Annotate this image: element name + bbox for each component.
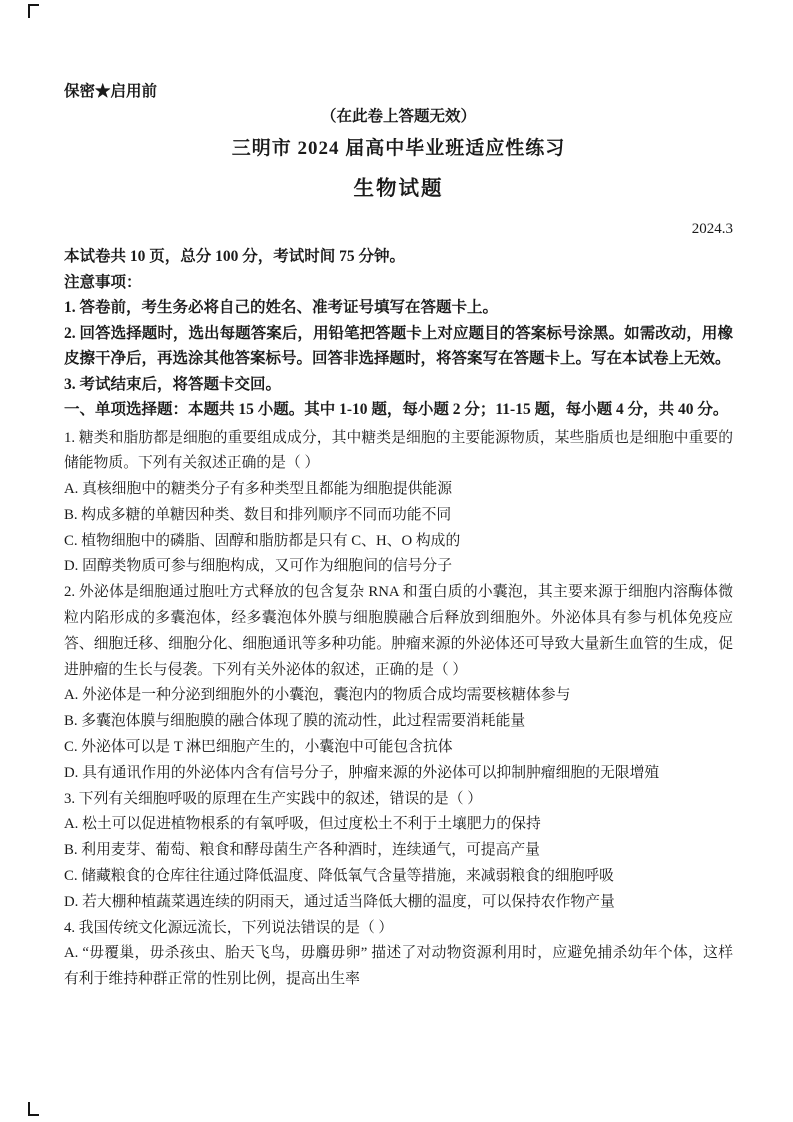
question-option: A. “毋覆巢，毋杀孩虫、胎天飞鸟，毋麛毋卵” 描述了对动物资源利用时，应避免捕杀幼年个体，这样有利于维持种群正常的性别比例，提高出生率 bbox=[64, 945, 733, 988]
question-option: A. 松土可以促进植物根系的有氧呼吸，但过度松土不利于土壤肥力的保持 bbox=[64, 816, 541, 833]
answer-invalid-notice: （在此卷上答题无效） bbox=[320, 108, 476, 125]
question-option: C. 外泌体可以是 T 淋巴细胞产生的，小囊泡中可能包含抗体 bbox=[64, 739, 453, 756]
security-notice: 保密★启用前 bbox=[64, 83, 158, 100]
note-item: 1. 答卷前，考生务必将自己的姓名、准考证号填写在答题卡上。 bbox=[64, 299, 499, 316]
question-option: A. 外泌体是一种分泌到细胞外的小囊泡，囊泡内的物质合成均需要核糖体参与 bbox=[64, 687, 571, 704]
question-stem: 1. 糖类和脂肪都是细胞的重要组成成分，其中糖类是细胞的主要能源物质，某些脂质也是细胞中重要的储能物质。下列有关叙述正确的是（ ） bbox=[64, 429, 733, 472]
question-option: C. 储藏粮食的仓库往往通过降低温度、降低氧气含量等措施，来减弱粮食的细胞呼吸 bbox=[64, 868, 614, 885]
question-option: D. 具有通讯作用的外泌体内含有信号分子，肿瘤来源的外泌体可以抑制肿瘤细胞的无限增殖 bbox=[64, 764, 660, 781]
question-2 bbox=[64, 580, 733, 786]
exam-info: 本试卷共 10 页，总分 100 分，考试时间 75 分钟。 bbox=[64, 248, 406, 265]
note-item: 2. 回答选择题时，选出每题答案后，用铅笔把答题卡上对应题目的答案标号涂黑。如需改动，用橡皮擦干净后，再选涂其他答案标号。回答非选择题时，将答案写在答题卡上。写在本试卷上无效。 bbox=[64, 324, 733, 367]
question-option: B. 多囊泡体膜与细胞膜的融合体现了膜的流动性，此过程需要消耗能量 bbox=[64, 713, 526, 730]
page-corner-mark-bottom-left bbox=[28, 1102, 39, 1116]
page-subtitle: 生物试题 bbox=[353, 178, 444, 200]
question-list bbox=[64, 426, 733, 994]
question-3 bbox=[64, 787, 733, 916]
question-option: C. 植物细胞中的磷脂、固醇和脂肪都是只有 C、H、O 构成的 bbox=[64, 532, 461, 549]
question-stem: 4. 我国传统文化源远流长，下列说法错误的是（ ） bbox=[64, 919, 394, 936]
question-option: B. 利用麦芽、葡萄、粮食和酵母菌生产各种酒时，连续通气，可提高产量 bbox=[64, 842, 540, 859]
front-matter bbox=[64, 244, 733, 423]
exam-date: 2024.3 bbox=[691, 221, 733, 237]
page-title: 三明市 2024 届高中毕业班适应性练习 bbox=[231, 138, 566, 159]
question-4 bbox=[64, 916, 733, 993]
section-header: 一、单项选择题：本题共 15 小题。其中 1-10 题，每小题 2 分；11-15 题，每小题 4 分，共 40 分。 bbox=[64, 401, 729, 418]
question-option: D. 若大棚种植蔬菜遇连续的阴雨天，通过适当降低大棚的温度，可以保持农作物产量 bbox=[64, 893, 615, 910]
question-option: B. 构成多糖的单糖因种类、数目和排列顺序不同而功能不同 bbox=[64, 506, 452, 523]
notes-header: 注意事项： bbox=[64, 273, 142, 291]
question-option: D. 固醇类物质可参与细胞构成，又可作为细胞间的信号分子 bbox=[64, 558, 453, 575]
note-item: 3. 考试结束后，将答题卡交回。 bbox=[64, 375, 282, 393]
question-option: A. 真核细胞中的糖类分子有多种类型且都能为细胞提供能源 bbox=[64, 481, 453, 498]
question-1 bbox=[64, 426, 733, 581]
question-stem: 2. 外泌体是细胞通过胞吐方式释放的包含复杂 RNA 和蛋白质的小囊泡，其主要来源于细胞内溶酶体微粒内陷形成的多囊泡体，经多囊泡体外膜与细胞膜融合后释放到细胞外。外泌体具有参与机体免疫应答、细胞迁移、细胞分化、细胞通讯等多种功能。肿瘤来源的外泌体还可导致大量新生血管的生成，促进肿瘤的生长与侵袭。下列有关外泌体的叙述，正确的是（ ） bbox=[64, 584, 733, 678]
question-stem: 3. 下列有关细胞呼吸的原理在生产实践中的叙述，错误的是（ ） bbox=[64, 790, 483, 807]
